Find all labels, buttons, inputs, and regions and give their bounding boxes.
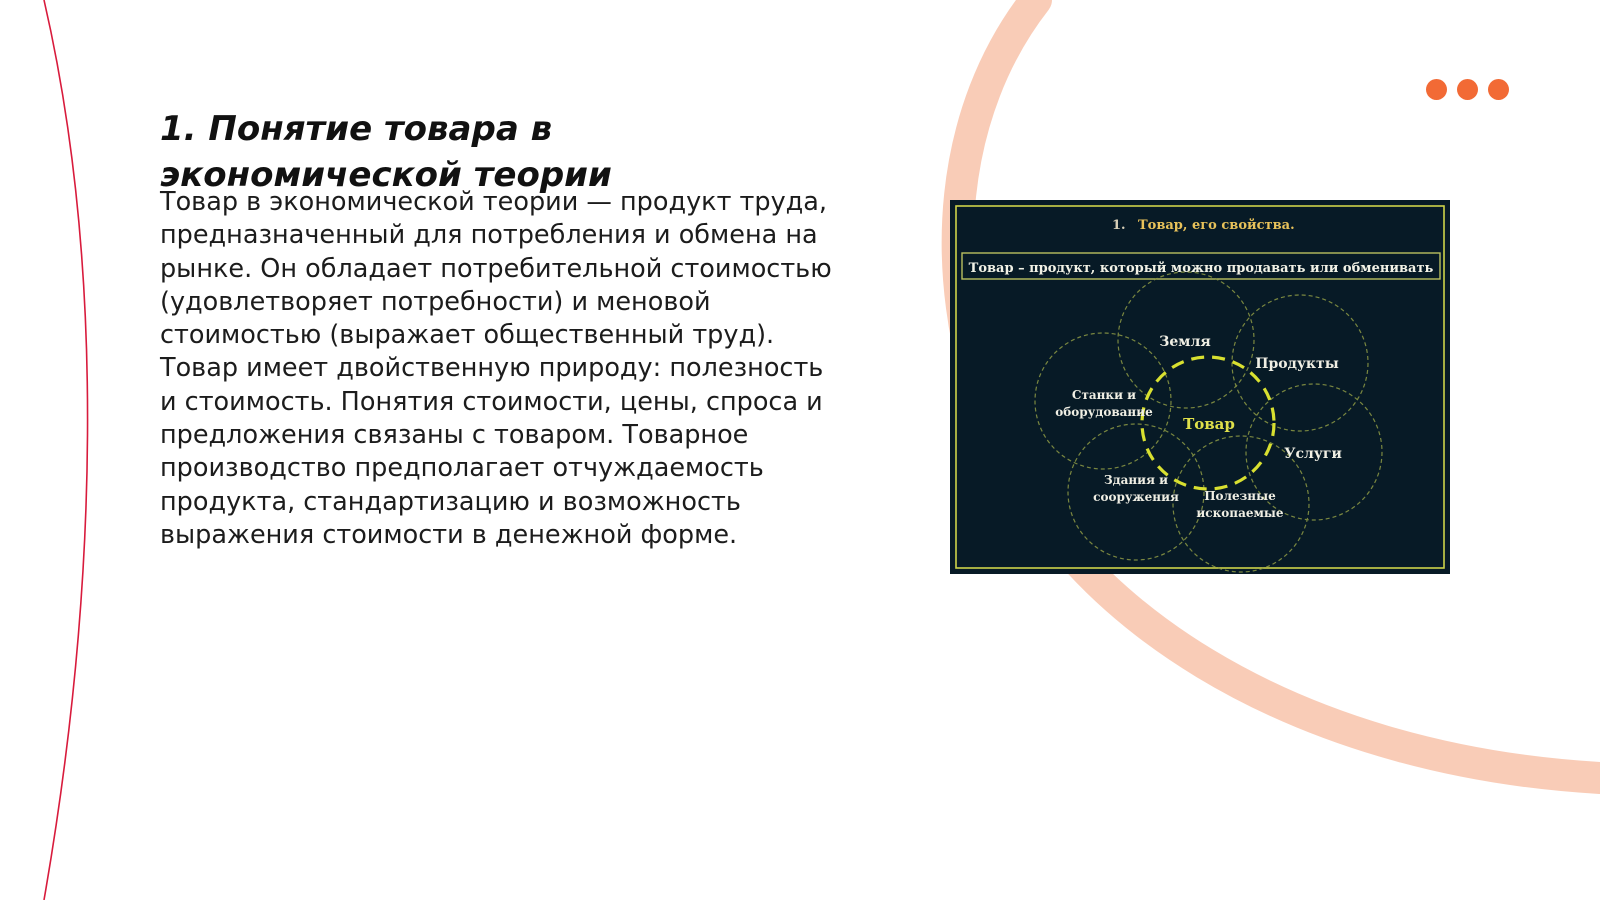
diagram-definition: Товар – продукт, который можно продавать или обменивать: [968, 261, 1434, 276]
label-land: Земля: [1159, 334, 1211, 350]
label-buildings-line2: сооружения: [1093, 490, 1179, 504]
label-machines-line1: Станки и: [1071, 388, 1137, 402]
slide-title: 1. Понятие товара в экономической теории: [160, 109, 612, 195]
center-label: Товар: [1183, 415, 1235, 433]
three-dots-icon: [1426, 79, 1510, 101]
label-minerals-line1: Полезные: [1204, 489, 1276, 503]
label-buildings-line1: Здания и: [1103, 473, 1169, 487]
dot-icon: [1457, 79, 1478, 100]
diagram-header-title: Товар, его свойства.: [1138, 218, 1295, 233]
diagram-header-number: 1.: [1112, 218, 1126, 233]
decorative-red-line: [44, 0, 88, 900]
label-products: Продукты: [1255, 356, 1339, 372]
label-minerals-line2: ископаемые: [1196, 506, 1284, 520]
label-machines-line2: оборудование: [1055, 405, 1153, 419]
dot-icon: [1488, 79, 1509, 100]
goods-diagram: [950, 200, 1450, 574]
label-services: Услуги: [1284, 446, 1342, 462]
slide-body-text: Товар в экономической теории — продукт труда, предназначенный для потребления и обмена на рынке. Он обладает потребительной стоимостью (удовлетворяет потребности) и меновой стоимостью (выражает общественный труд). Товар имеет двойственную природу: полезность и стоимость. Понятия стоимости, цены, спроса и предложения связаны с товаром. Товарное производство предполагает отчуждаемость продукта, стандартизацию и возможность выражения стоимости в денежной форме.: [160, 187, 832, 550]
dot-icon: [1426, 79, 1447, 100]
